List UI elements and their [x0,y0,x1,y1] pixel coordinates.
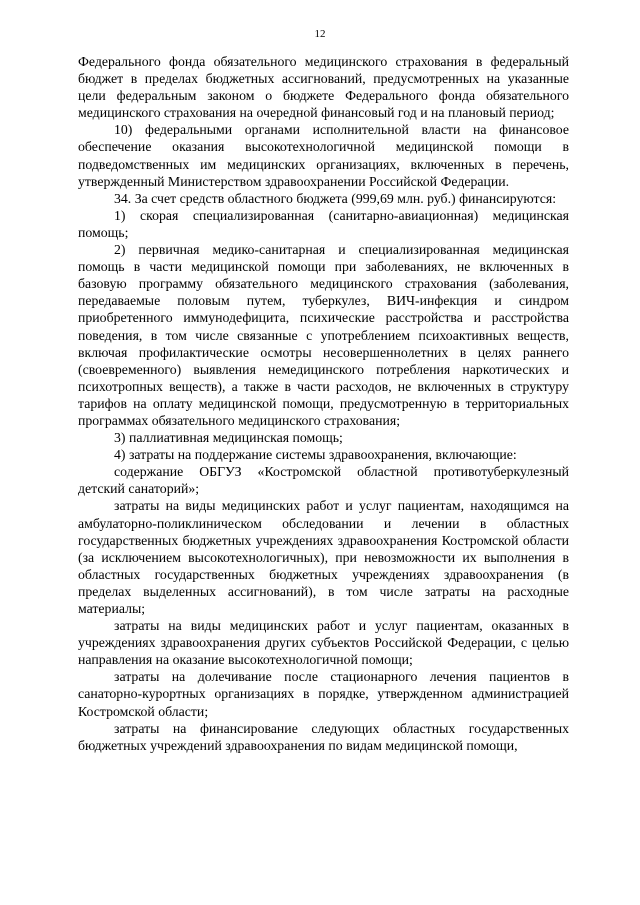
paragraph-institutions-financing: затраты на финансирование следующих областных государственных бюджетных учреждений здравоохранения по видам медицинской помощи, [78,720,569,753]
paragraph-aftercare-costs: затраты на долечивание после стационарного лечения пациентов в санаторно-курортных организациях в порядке, утвержденном администрацией Костромской области; [78,669,569,719]
paragraph-outpatient-costs: затраты на виды медицинских работ и услуг пациентам, находящимся на амбулаторно-поликлиническом обследовании и лечении в областных государственных бюджетных учреждениях здравоохранения Костромской области (за исключением высокотехнологичных), при невозможности их выполнения в областных государственных бюджетных учреждениях здравоохранения (в пределах выделенных ассигнований), в том числе затраты на расходные материалы; [78,498,569,616]
paragraph-sanatorium: содержание ОБГУЗ «Костромской областной противотуберкулезный детский санаторий»; [78,464,569,497]
paragraph-item-4: 4) затраты на поддержание системы здравоохранения, включающие: [114,447,517,463]
paragraph-clause-34: 34. За счет средств областного бюджета (999,69 млн. руб.) финансируются: [114,190,557,206]
paragraph-item-3: 3) паллиативная медицинская помощь; [114,430,343,446]
paragraph-continuation: Федерального фонда обязательного медицинского страхования в федеральный бюджет в пределах бюджетных ассигнований, предусмотренных на указанные цели федеральным законом о бюджете Федерального фонда обязательного медицинского страхования на очередной финансовый год и на плановый период; [78,54,569,121]
paragraph-item-1: 1) скорая специализированная (санитарно-авиационная) медицинская помощь; [78,207,569,240]
document-body [78,53,569,754]
paragraph-item-10: 10) федеральными органами исполнительной власти на финансовое обеспечение оказания высокотехнологичной медицинской помощи в подведомственных им медицинских организациях, включенных в перечень, утвержденный Министерством здравоохранении Российской Федерации. [78,122,569,189]
page-number: 12 [314,28,326,40]
paragraph-item-2: 2) первичная медико-санитарная и специализированная медицинская помощь в части медицинской помощи при заболеваниях, не включенных в базовую программу обязательного медицинского страхования (заболевания, передаваемые половым путем, туберкулез, ВИЧ-инфекция и синдром приобретенного иммунодефицита, психические расстройства и расстройства поведения, в том числе связанные с употреблением психоактивных веществ, включая профилактические осмотры несовершеннолетних в целях раннего (своевременного) выявления немедицинского потребления наркотических и психотропных веществ), а также в части расходов, не включенных в структуру тарифов на оплату медицинской помощи, предусмотренную в территориальных программах обязательного медицинского страхования; [78,242,569,428]
paragraph-other-regions-costs: затраты на виды медицинских работ и услуг пациентам, оказанных в учреждениях здравоохранения других субъектов Российской Федерации, с целью направления на оказание высокотехнологичной помощи; [78,618,569,668]
